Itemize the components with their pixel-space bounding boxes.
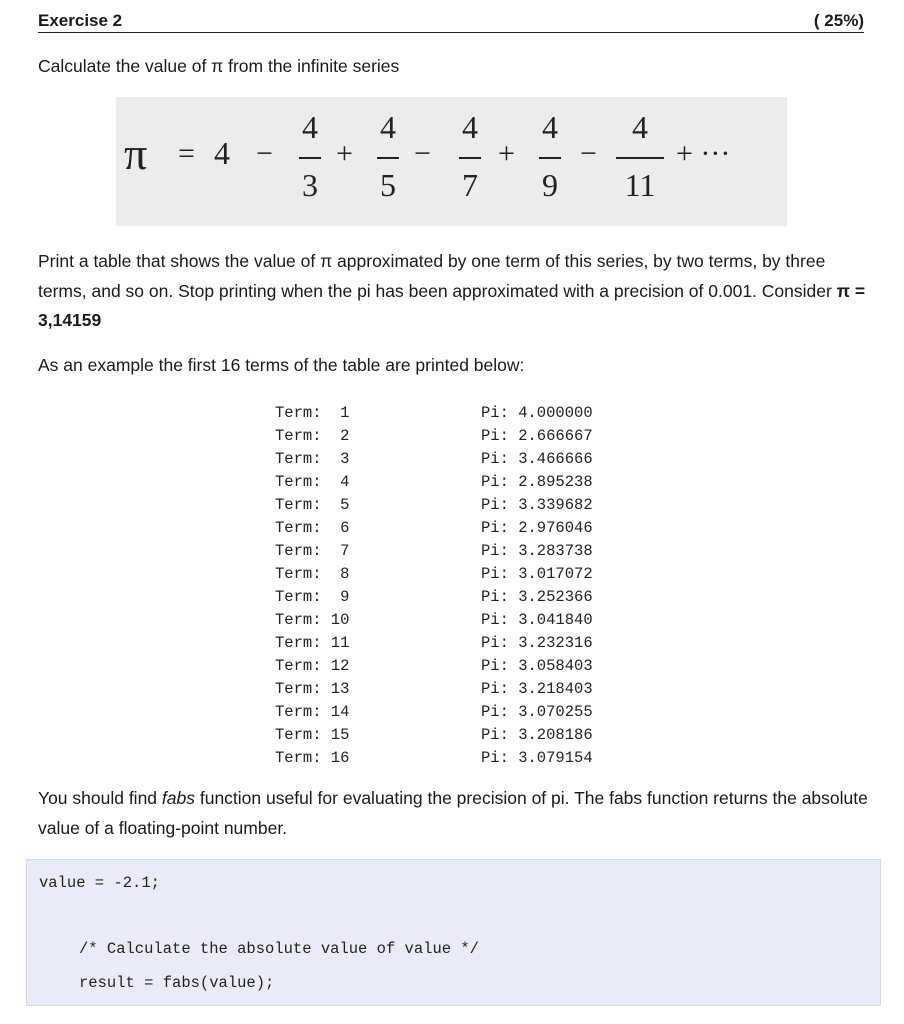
fraction-4-numerator: 4 bbox=[542, 109, 558, 145]
term-cell: Term: 6 bbox=[275, 519, 350, 537]
fraction-5-bar bbox=[616, 157, 664, 159]
sign-2: + bbox=[336, 137, 353, 170]
exercise-weight: ( 25%) bbox=[813, 11, 864, 30]
equals-sign: = bbox=[178, 137, 195, 170]
term-cell: Term: 4 bbox=[275, 473, 350, 491]
fraction-2-numerator: 4 bbox=[380, 109, 396, 145]
pi-constant: π = 3,14159 bbox=[38, 280, 866, 330]
pi-cell: Pi: 2.976046 bbox=[481, 519, 593, 537]
table-row bbox=[275, 494, 635, 517]
table-row bbox=[275, 402, 635, 425]
table-row bbox=[275, 471, 635, 494]
term-cell: Term: 14 bbox=[275, 703, 350, 721]
sign-3: − bbox=[414, 137, 431, 170]
term-cell: Term: 8 bbox=[275, 565, 350, 583]
pi-cell: Pi: 3.079154 bbox=[481, 749, 593, 767]
table-row bbox=[275, 701, 635, 724]
code-comment: /* Calculate the absolute value of value */ bbox=[79, 940, 479, 958]
table-row bbox=[275, 517, 635, 540]
pi-cell: Pi: 3.208186 bbox=[481, 726, 593, 744]
term-cell: Term: 16 bbox=[275, 749, 350, 767]
term-cell: Term: 1 bbox=[275, 404, 350, 422]
pi-cell: Pi: 3.466666 bbox=[481, 450, 593, 468]
series-continuation: + ··· bbox=[676, 137, 731, 170]
fraction-4-denominator: 9 bbox=[542, 167, 558, 203]
fabs-note-before: You should find bbox=[38, 788, 162, 808]
pi-cell: Pi: 4.000000 bbox=[481, 404, 593, 422]
table-row bbox=[275, 678, 635, 701]
pi-cell: Pi: 3.058403 bbox=[481, 657, 593, 675]
term-cell: Term: 9 bbox=[275, 588, 350, 606]
fraction-3-bar bbox=[459, 157, 481, 159]
table-row bbox=[275, 425, 635, 448]
term-cell: Term: 5 bbox=[275, 496, 350, 514]
pi-cell: Pi: 3.041840 bbox=[481, 611, 593, 629]
sign-1: − bbox=[256, 137, 273, 170]
code-line-value: value = -2.1; bbox=[39, 874, 160, 892]
fraction-5-numerator: 4 bbox=[632, 109, 648, 145]
table-row bbox=[275, 563, 635, 586]
pi-cell: Pi: 3.017072 bbox=[481, 565, 593, 583]
code-line-result: result = fabs(value); bbox=[79, 974, 275, 992]
example-intro: As an example the first 16 terms of the table are printed below: bbox=[38, 355, 525, 375]
pi-cell: Pi: 2.666667 bbox=[481, 427, 593, 445]
first-term: 4 bbox=[214, 135, 230, 171]
table-row bbox=[275, 632, 635, 655]
pi-series-formula bbox=[116, 97, 787, 226]
fraction-2-denominator: 5 bbox=[380, 167, 396, 203]
fraction-3-numerator: 4 bbox=[462, 109, 478, 145]
term-cell: Term: 13 bbox=[275, 680, 350, 698]
table-row bbox=[275, 448, 635, 471]
pi-cell: Pi: 3.070255 bbox=[481, 703, 593, 721]
pi-cell: Pi: 3.252366 bbox=[481, 588, 593, 606]
table-row bbox=[275, 724, 635, 747]
fraction-5-denominator: 11 bbox=[624, 167, 656, 203]
exercise-header bbox=[38, 10, 864, 33]
instructions-paragraph bbox=[38, 247, 868, 336]
pi-cell: Pi: 3.218403 bbox=[481, 680, 593, 698]
instructions-text: Print a table that shows the value of π approximated by one term of this series, by two terms, by three terms, and so on. Stop printing when the pi has been approximated with a precision of 0.001. Consider bbox=[38, 251, 837, 301]
term-cell: Term: 10 bbox=[275, 611, 350, 629]
pi-symbol: π bbox=[124, 128, 148, 179]
term-cell: Term: 12 bbox=[275, 657, 350, 675]
sign-4: + bbox=[498, 137, 515, 170]
fraction-1-numerator: 4 bbox=[302, 109, 318, 145]
pi-cell: Pi: 3.232316 bbox=[481, 634, 593, 652]
pi-cell: Pi: 3.339682 bbox=[481, 496, 593, 514]
table-row bbox=[275, 540, 635, 563]
fraction-4-bar bbox=[539, 157, 561, 159]
fabs-note-paragraph bbox=[38, 784, 868, 843]
term-cell: Term: 11 bbox=[275, 634, 350, 652]
pi-approximation-table bbox=[275, 402, 635, 770]
exercise-title: Exercise 2 bbox=[38, 11, 123, 30]
term-cell: Term: 2 bbox=[275, 427, 350, 445]
sign-5: − bbox=[580, 137, 597, 170]
intro-text: Calculate the value of π from the infinite series bbox=[38, 56, 400, 76]
code-example bbox=[26, 859, 881, 1006]
fraction-3-denominator: 7 bbox=[462, 167, 478, 203]
fraction-1-bar bbox=[299, 157, 321, 159]
pi-cell: Pi: 3.283738 bbox=[481, 542, 593, 560]
table-row bbox=[275, 655, 635, 678]
term-cell: Term: 3 bbox=[275, 450, 350, 468]
fraction-2-bar bbox=[377, 157, 399, 159]
fabs-function-name: fabs bbox=[161, 788, 195, 808]
fabs-note-after: function useful for evaluating the precision of pi. The fabs function returns the absolute value of a floating-point number. bbox=[38, 788, 868, 838]
term-cell: Term: 15 bbox=[275, 726, 350, 744]
table-row bbox=[275, 747, 635, 770]
table-row bbox=[275, 586, 635, 609]
pi-cell: Pi: 2.895238 bbox=[481, 473, 593, 491]
term-cell: Term: 7 bbox=[275, 542, 350, 560]
fraction-1-denominator: 3 bbox=[302, 167, 318, 203]
table-row bbox=[275, 609, 635, 632]
